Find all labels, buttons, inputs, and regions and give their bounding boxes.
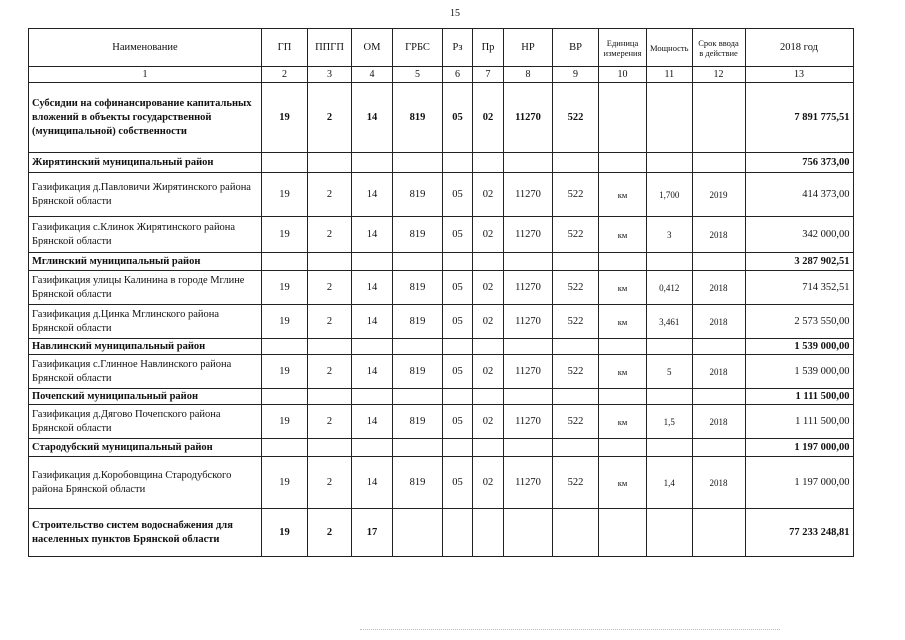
- cell-power: 1,700: [647, 173, 693, 217]
- row-name: Субсидии на софинансирование капитальных вложений в объекты государственной (муниципальной) собственности: [29, 83, 262, 153]
- cell-nr: [504, 509, 553, 557]
- cell-vr: 522: [553, 271, 599, 305]
- cell-nr: 11270: [504, 355, 553, 389]
- cell-term: 2018: [692, 305, 745, 339]
- col-header-vr: ВР: [553, 29, 599, 67]
- col-header-term: Срок ввода в действие: [692, 29, 745, 67]
- empty-cell: [443, 389, 473, 405]
- cell-unit: км: [599, 217, 647, 253]
- empty-cell: [262, 153, 308, 173]
- cell-pr: 02: [473, 457, 504, 509]
- empty-cell: [504, 439, 553, 457]
- cell-unit: км: [599, 355, 647, 389]
- row-name: Газификация д.Цинка Мглинского района Брянской области: [29, 305, 262, 339]
- district-amount: 756 373,00: [745, 153, 853, 173]
- empty-cell: [393, 389, 443, 405]
- col-header-year: 2018 год: [745, 29, 853, 67]
- cell-gp: 19: [262, 173, 308, 217]
- empty-cell: [473, 153, 504, 173]
- cell-ppgp: 2: [308, 457, 352, 509]
- cell-unit: [599, 83, 647, 153]
- empty-cell: [553, 439, 599, 457]
- cell-om: 14: [352, 305, 393, 339]
- col-number: 8: [504, 67, 553, 83]
- cell-vr: 522: [553, 355, 599, 389]
- cell-unit: км: [599, 305, 647, 339]
- district-name: Почепский муниципальный район: [29, 389, 262, 405]
- empty-cell: [308, 389, 352, 405]
- cell-ppgp: 2: [308, 173, 352, 217]
- district-name: Навлинский муниципальный район: [29, 339, 262, 355]
- cell-pr: 02: [473, 173, 504, 217]
- cell-vr: 522: [553, 83, 599, 153]
- cell-power: 1,4: [647, 457, 693, 509]
- cell-grbs: 819: [393, 355, 443, 389]
- table-row-district: [29, 153, 854, 173]
- cell-term: 2018: [692, 457, 745, 509]
- table-row-item: [29, 355, 854, 389]
- table-row-district: [29, 439, 854, 457]
- cell-gp: 19: [262, 217, 308, 253]
- table-row-item: [29, 457, 854, 509]
- cell-vr: 522: [553, 457, 599, 509]
- cell-power: 0,412: [647, 271, 693, 305]
- cell-amount: 77 233 248,81: [745, 509, 853, 557]
- col-header-rz: Рз: [443, 29, 473, 67]
- cell-gp: 19: [262, 405, 308, 439]
- cell-rz: 05: [443, 405, 473, 439]
- empty-cell: [692, 153, 745, 173]
- row-name: Строительство систем водоснабжения для населенных пунктов Брянской области: [29, 509, 262, 557]
- col-number: 12: [692, 67, 745, 83]
- empty-cell: [647, 339, 693, 355]
- row-name: Газификация с.Глинное Навлинского района Брянской области: [29, 355, 262, 389]
- table-row-district: [29, 253, 854, 271]
- cell-grbs: 819: [393, 405, 443, 439]
- cell-grbs: 819: [393, 83, 443, 153]
- cell-grbs: 819: [393, 305, 443, 339]
- col-number: 3: [308, 67, 352, 83]
- col-number: 7: [473, 67, 504, 83]
- cell-pr: 02: [473, 217, 504, 253]
- row-name: Газификация с.Клинок Жирятинского района Брянской области: [29, 217, 262, 253]
- cell-gp: 19: [262, 271, 308, 305]
- col-number: 1: [29, 67, 262, 83]
- empty-cell: [393, 153, 443, 173]
- cell-term: 2018: [692, 217, 745, 253]
- empty-cell: [262, 439, 308, 457]
- empty-cell: [553, 253, 599, 271]
- cell-nr: 11270: [504, 305, 553, 339]
- cell-rz: [443, 509, 473, 557]
- empty-cell: [262, 339, 308, 355]
- empty-cell: [692, 339, 745, 355]
- cell-gp: 19: [262, 83, 308, 153]
- cell-gp: 19: [262, 355, 308, 389]
- cell-power: 3,461: [647, 305, 693, 339]
- cell-vr: 522: [553, 305, 599, 339]
- row-name: Газификация д.Дягово Почепского района Брянской области: [29, 405, 262, 439]
- cell-amount: 1 111 500,00: [745, 405, 853, 439]
- cell-nr: 11270: [504, 405, 553, 439]
- cell-pr: 02: [473, 271, 504, 305]
- cell-power: 3: [647, 217, 693, 253]
- cell-grbs: 819: [393, 217, 443, 253]
- table-row-item: [29, 405, 854, 439]
- empty-cell: [393, 253, 443, 271]
- cell-ppgp: 2: [308, 509, 352, 557]
- col-number: 9: [553, 67, 599, 83]
- cell-term: [692, 83, 745, 153]
- cell-vr: 522: [553, 405, 599, 439]
- col-header-unit: Единица измерения: [599, 29, 647, 67]
- col-header-pr: Пр: [473, 29, 504, 67]
- col-header-ppgp: ППГП: [308, 29, 352, 67]
- cell-amount: 1 197 000,00: [745, 457, 853, 509]
- empty-cell: [504, 389, 553, 405]
- empty-cell: [443, 339, 473, 355]
- col-number: 11: [647, 67, 693, 83]
- col-number: 5: [393, 67, 443, 83]
- table-row-district: [29, 389, 854, 405]
- cell-om: 14: [352, 271, 393, 305]
- cell-vr: 522: [553, 217, 599, 253]
- budget-table: [28, 28, 854, 557]
- empty-cell: [647, 153, 693, 173]
- cell-vr: [553, 509, 599, 557]
- empty-cell: [692, 389, 745, 405]
- empty-cell: [262, 253, 308, 271]
- cell-grbs: 819: [393, 173, 443, 217]
- cell-rz: 05: [443, 271, 473, 305]
- cell-grbs: 819: [393, 457, 443, 509]
- cell-om: 14: [352, 83, 393, 153]
- district-amount: 1 197 000,00: [745, 439, 853, 457]
- empty-cell: [553, 339, 599, 355]
- scan-artifact-line: [360, 627, 780, 630]
- cell-om: 14: [352, 355, 393, 389]
- cell-term: 2018: [692, 271, 745, 305]
- table-row-item: [29, 173, 854, 217]
- cell-vr: 522: [553, 173, 599, 217]
- empty-cell: [553, 389, 599, 405]
- cell-pr: 02: [473, 405, 504, 439]
- cell-gp: 19: [262, 509, 308, 557]
- cell-unit: км: [599, 271, 647, 305]
- cell-power: [647, 509, 693, 557]
- empty-cell: [308, 339, 352, 355]
- column-number-row: [29, 67, 854, 83]
- cell-term: 2018: [692, 405, 745, 439]
- col-header-name: Наименование: [29, 29, 262, 67]
- col-header-nr: НР: [504, 29, 553, 67]
- empty-cell: [473, 389, 504, 405]
- empty-cell: [393, 339, 443, 355]
- cell-grbs: 819: [393, 271, 443, 305]
- cell-power: 1,5: [647, 405, 693, 439]
- cell-amount: 414 373,00: [745, 173, 853, 217]
- empty-cell: [504, 253, 553, 271]
- cell-nr: 11270: [504, 173, 553, 217]
- empty-cell: [308, 439, 352, 457]
- cell-nr: 11270: [504, 271, 553, 305]
- col-header-grbs: ГРБС: [393, 29, 443, 67]
- row-name: Газификация д.Коробовщина Стародубского района Брянской области: [29, 457, 262, 509]
- cell-rz: 05: [443, 217, 473, 253]
- header-row: [29, 29, 854, 67]
- empty-cell: [647, 439, 693, 457]
- row-name: Газификация д.Павловичи Жирятинского района Брянской области: [29, 173, 262, 217]
- empty-cell: [692, 439, 745, 457]
- empty-cell: [352, 153, 393, 173]
- row-name: Газификация улицы Калинина в городе Мглине Брянской области: [29, 271, 262, 305]
- cell-rz: 05: [443, 83, 473, 153]
- cell-unit: [599, 509, 647, 557]
- col-number: 10: [599, 67, 647, 83]
- cell-om: 17: [352, 509, 393, 557]
- empty-cell: [308, 253, 352, 271]
- cell-unit: км: [599, 457, 647, 509]
- empty-cell: [352, 253, 393, 271]
- cell-gp: 19: [262, 305, 308, 339]
- cell-nr: 11270: [504, 457, 553, 509]
- table-row-water-supply: [29, 509, 854, 557]
- empty-cell: [504, 339, 553, 355]
- cell-power: 5: [647, 355, 693, 389]
- empty-cell: [599, 389, 647, 405]
- cell-om: 14: [352, 457, 393, 509]
- empty-cell: [352, 389, 393, 405]
- page-number: 15: [450, 8, 460, 19]
- district-name: Мглинский муниципальный район: [29, 253, 262, 271]
- cell-ppgp: 2: [308, 271, 352, 305]
- cell-term: 2019: [692, 173, 745, 217]
- district-name: Стародубский муниципальный район: [29, 439, 262, 457]
- empty-cell: [473, 253, 504, 271]
- col-header-om: ОМ: [352, 29, 393, 67]
- empty-cell: [473, 339, 504, 355]
- table-row-subsidies: [29, 83, 854, 153]
- cell-unit: км: [599, 405, 647, 439]
- district-amount: 1 111 500,00: [745, 389, 853, 405]
- cell-term: [692, 509, 745, 557]
- empty-cell: [599, 439, 647, 457]
- empty-cell: [599, 153, 647, 173]
- cell-amount: 342 000,00: [745, 217, 853, 253]
- empty-cell: [504, 153, 553, 173]
- empty-cell: [352, 439, 393, 457]
- cell-grbs: [393, 509, 443, 557]
- empty-cell: [553, 153, 599, 173]
- cell-amount: 1 539 000,00: [745, 355, 853, 389]
- col-number: 4: [352, 67, 393, 83]
- table-row-item: [29, 217, 854, 253]
- empty-cell: [393, 439, 443, 457]
- cell-amount: 7 891 775,51: [745, 83, 853, 153]
- district-amount: 1 539 000,00: [745, 339, 853, 355]
- col-number: 2: [262, 67, 308, 83]
- cell-pr: 02: [473, 83, 504, 153]
- cell-pr: [473, 509, 504, 557]
- empty-cell: [443, 153, 473, 173]
- cell-ppgp: 2: [308, 83, 352, 153]
- cell-ppgp: 2: [308, 217, 352, 253]
- empty-cell: [692, 253, 745, 271]
- cell-ppgp: 2: [308, 405, 352, 439]
- cell-rz: 05: [443, 305, 473, 339]
- cell-amount: 714 352,51: [745, 271, 853, 305]
- cell-rz: 05: [443, 457, 473, 509]
- col-number: 6: [443, 67, 473, 83]
- table-row-item: [29, 271, 854, 305]
- empty-cell: [473, 439, 504, 457]
- cell-om: 14: [352, 405, 393, 439]
- empty-cell: [262, 389, 308, 405]
- col-header-power: Мощность: [647, 29, 693, 67]
- empty-cell: [647, 389, 693, 405]
- cell-rz: 05: [443, 173, 473, 217]
- empty-cell: [599, 253, 647, 271]
- district-name: Жирятинский муниципальный район: [29, 153, 262, 173]
- cell-power: [647, 83, 693, 153]
- empty-cell: [443, 253, 473, 271]
- cell-pr: 02: [473, 355, 504, 389]
- cell-ppgp: 2: [308, 305, 352, 339]
- cell-rz: 05: [443, 355, 473, 389]
- col-number: 13: [745, 67, 853, 83]
- district-amount: 3 287 902,51: [745, 253, 853, 271]
- col-header-gp: ГП: [262, 29, 308, 67]
- table-row-district: [29, 339, 854, 355]
- cell-gp: 19: [262, 457, 308, 509]
- empty-cell: [647, 253, 693, 271]
- empty-cell: [308, 153, 352, 173]
- cell-ppgp: 2: [308, 355, 352, 389]
- cell-amount: 2 573 550,00: [745, 305, 853, 339]
- table-row-item: [29, 305, 854, 339]
- cell-unit: км: [599, 173, 647, 217]
- empty-cell: [599, 339, 647, 355]
- cell-om: 14: [352, 173, 393, 217]
- empty-cell: [352, 339, 393, 355]
- cell-term: 2018: [692, 355, 745, 389]
- cell-pr: 02: [473, 305, 504, 339]
- cell-om: 14: [352, 217, 393, 253]
- cell-nr: 11270: [504, 83, 553, 153]
- cell-nr: 11270: [504, 217, 553, 253]
- empty-cell: [443, 439, 473, 457]
